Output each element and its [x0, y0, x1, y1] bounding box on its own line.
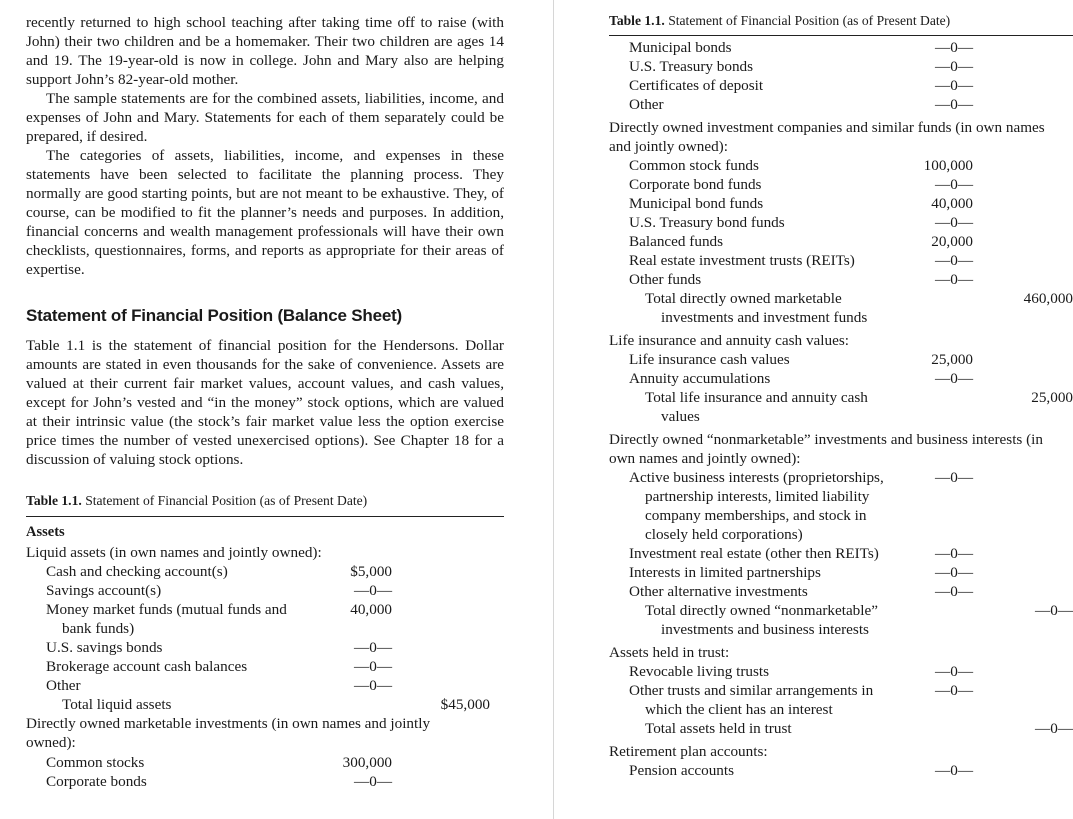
table-row: Interests in limited partnerships —0—: [629, 564, 973, 581]
table-row: Life insurance and annuity cash values:: [609, 332, 849, 349]
table-row: Total life insurance and annuity cash values 25,000: [645, 389, 1073, 425]
table-row: Life insurance cash values 25,000: [629, 351, 973, 368]
section-heading: Statement of Financial Position (Balance Sheet): [26, 306, 403, 325]
table-row: Pension accounts —0—: [629, 762, 973, 779]
table-row: Money market funds (mutual funds and bank funds) 40,000: [46, 601, 392, 637]
table-caption: [26, 493, 504, 509]
intro-paragraph: The sample statements are for the combined assets, liabilities, income, and expenses of John and Mary. Statements for each of them separately could be prepared, if desired.: [26, 90, 504, 145]
table-row: Other alternative investments —0—: [629, 583, 973, 600]
table-row: Other trusts and similar arrangements in which the client has an interest —0—: [629, 682, 973, 718]
table-row: Retirement plan accounts:: [609, 743, 768, 760]
table-row: Active business interests (proprietorships, partnership interests, limited liability company memberships, and stock in closely held corporations) —0—: [629, 469, 973, 543]
left-page: [26, 13, 504, 791]
intro-paragraph: recently returned to high school teaching after taking time off to raise (with John) their two children and be a homemaker. Their two children are ages 14 and 19. The 19-year-old is now in college. John and Mary also are helping support John’s 82-year-old mother.: [26, 14, 504, 88]
page-divider: [553, 0, 554, 819]
table-row: Common stock funds 100,000: [629, 157, 973, 174]
table-row: Total liquid assets $45,000: [62, 696, 490, 713]
table-row: Directly owned “nonmarketable” investments and business interests (in own names and jointly owned):: [609, 431, 1043, 467]
assets-heading: Assets: [26, 524, 65, 540]
table-row: Other funds —0—: [629, 271, 973, 288]
table-row: Investment real estate (other then REITs) —0—: [629, 545, 973, 562]
section-body: Table 1.1 is the statement of financial position for the Hendersons. Dollar amounts are stated in even thousands for the sake of convenience. Assets are valued at their current fair market values, account values, and cash values, except for John’s vested and “in the money” stock options, which are valued at their intrinsic value (the stock’s fair market value less the option exercise price times the number of vested unexercised options). See Chapter 18 for a discussion of valuing stock options.: [26, 337, 504, 468]
table-row: Municipal bonds —0—: [629, 39, 973, 56]
table-row: Certificates of deposit —0—: [629, 77, 973, 94]
table-row: Directly owned investment companies and similar funds (in own names and jointly owned):: [609, 119, 1045, 155]
table-row: Other —0—: [629, 96, 973, 113]
table-caption: [609, 13, 1073, 29]
table-top-rule: [609, 35, 1073, 36]
table-row: Total directly owned marketable investments and investment funds 460,000: [645, 290, 1073, 326]
table-row: Other —0—: [46, 677, 392, 694]
intro-paragraph: The categories of assets, liabilities, income, and expenses in these statements have been selected to facilitate the planning process. They normally are good starting points, but are not meant to be exhaustive. They, of course, can be modified to fit the planner’s needs and purposes. In addition, financial concerns and wealth management professionals will have their own checklists, questionnaires, forms, and reports as appropriate for their areas of expertise.: [26, 147, 504, 278]
table-row: Common stocks 300,000: [46, 754, 392, 771]
table-row: U.S. Treasury bonds —0—: [629, 58, 973, 75]
table-row: Annuity accumulations —0—: [629, 370, 973, 387]
table-row: Liquid assets (in own names and jointly owned):: [26, 544, 322, 561]
table-row: Directly owned marketable investments (in own names and jointly owned):: [26, 715, 431, 751]
table-row: Brokerage account cash balances —0—: [46, 658, 392, 675]
table-label: Table 1.1.: [26, 493, 82, 508]
table-row: Cash and checking account(s) $5,000: [46, 563, 392, 580]
table-row: Revocable living trusts —0—: [629, 663, 973, 680]
table-row: Assets held in trust:: [609, 644, 730, 661]
table-row: U.S. savings bonds —0—: [46, 639, 392, 656]
table-row: Municipal bond funds 40,000: [629, 195, 973, 212]
table-row: Balanced funds 20,000: [629, 233, 973, 250]
table-row: Total directly owned “nonmarketable” investments and business interests —0—: [645, 602, 1073, 638]
table-caption-text: Statement of Financial Position (as of Present Date): [668, 13, 951, 28]
balance-table-left: [26, 543, 504, 791]
table-label: Table 1.1.: [609, 13, 665, 28]
table-row: Total assets held in trust —0—: [645, 720, 1073, 737]
right-page: [609, 13, 1073, 780]
table-row: Real estate investment trusts (REITs) —0—: [629, 252, 973, 269]
table-top-rule: [26, 516, 504, 517]
table-row: Savings account(s) —0—: [46, 582, 392, 599]
table-row: U.S. Treasury bond funds —0—: [629, 214, 973, 231]
balance-table-right: [609, 38, 1073, 780]
table-caption-text: Statement of Financial Position (as of Present Date): [85, 493, 368, 508]
table-row: Corporate bond funds —0—: [629, 176, 973, 193]
table-row: Corporate bonds —0—: [46, 773, 392, 790]
